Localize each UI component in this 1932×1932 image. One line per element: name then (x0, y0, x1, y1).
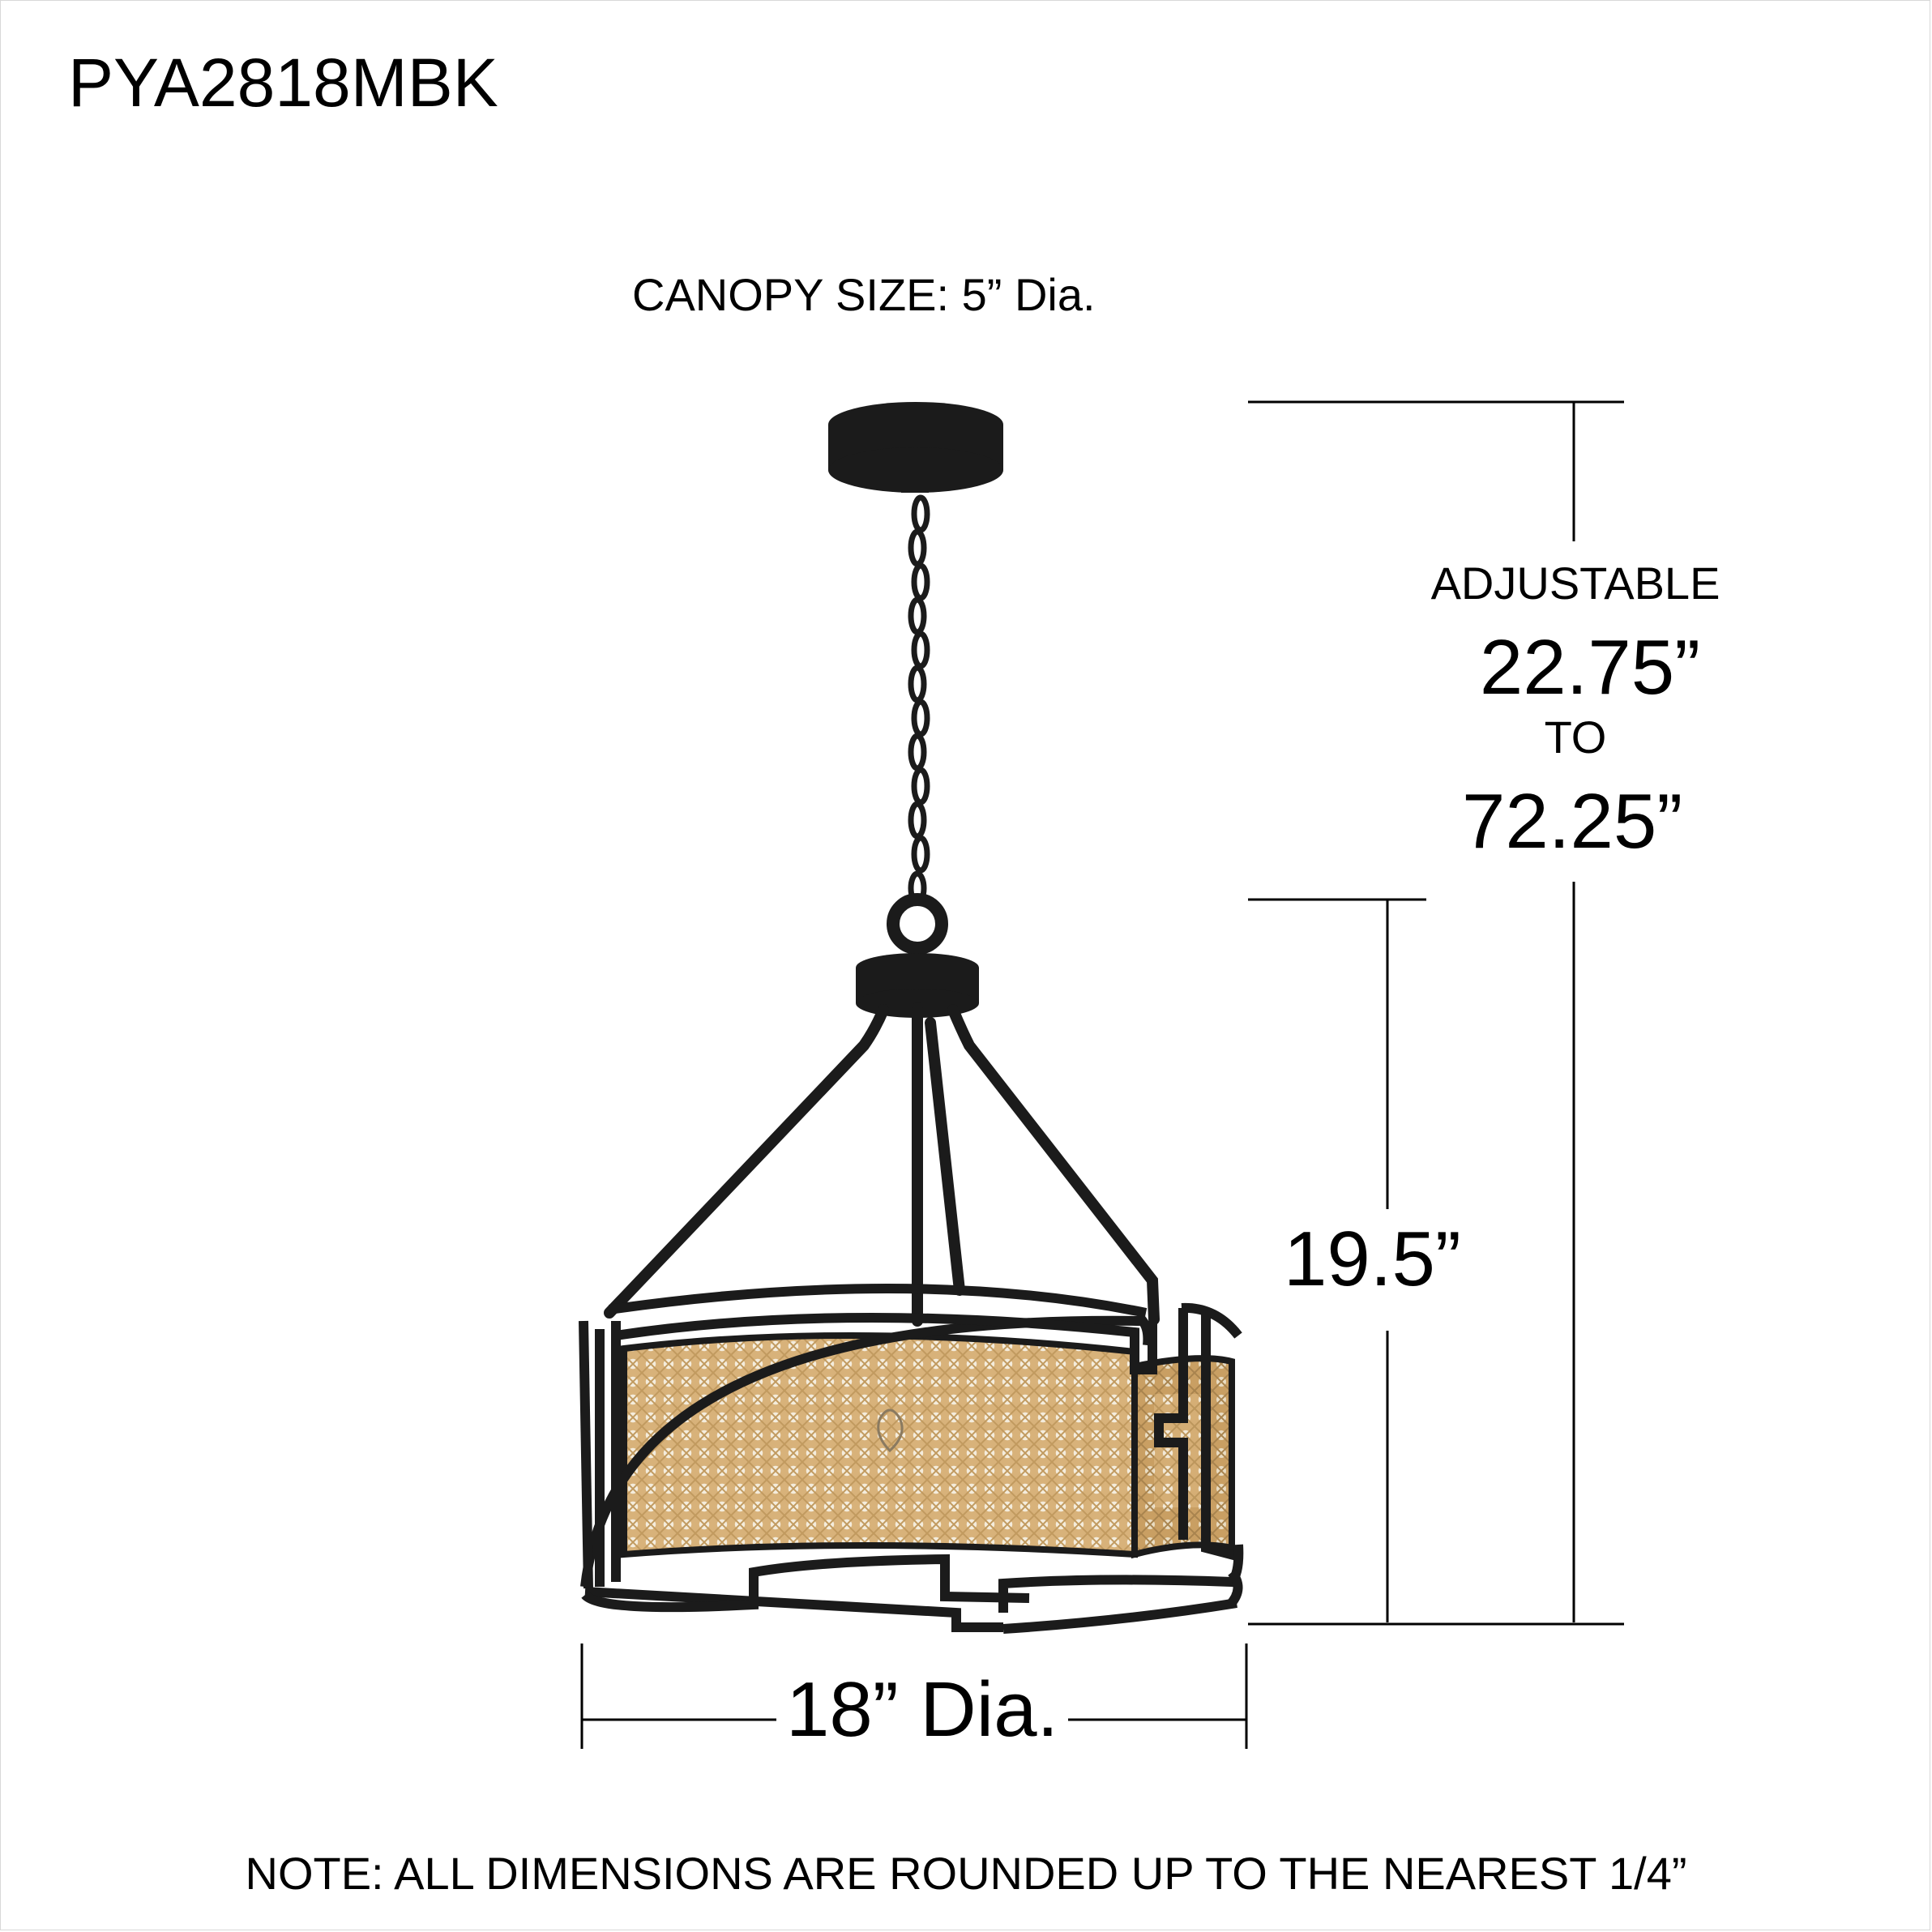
body-height-label: 19.5” (1284, 1216, 1461, 1302)
adjustable-label: ADJUSTABLE (1430, 558, 1720, 609)
model-number: PYA2818MBK (68, 45, 498, 121)
adjustable-max-height: 72.25” (1462, 778, 1683, 865)
arms (609, 1008, 1154, 1321)
adjustable-min-height: 22.75” (1479, 624, 1701, 711)
dimensions-note: NOTE: ALL DIMENSIONS ARE ROUNDED UP TO THE NEAREST 1/4” (245, 1848, 1687, 1899)
diameter-label: 18” Dia. (776, 1671, 1068, 1749)
adjustable-to-label: TO (1544, 712, 1607, 763)
canopy-size-label: CANOPY SIZE: 5” Dia. (632, 269, 1096, 320)
frame-back (609, 1289, 1146, 1313)
chain (911, 498, 927, 903)
canopy (828, 402, 1003, 493)
hub (856, 900, 979, 1018)
